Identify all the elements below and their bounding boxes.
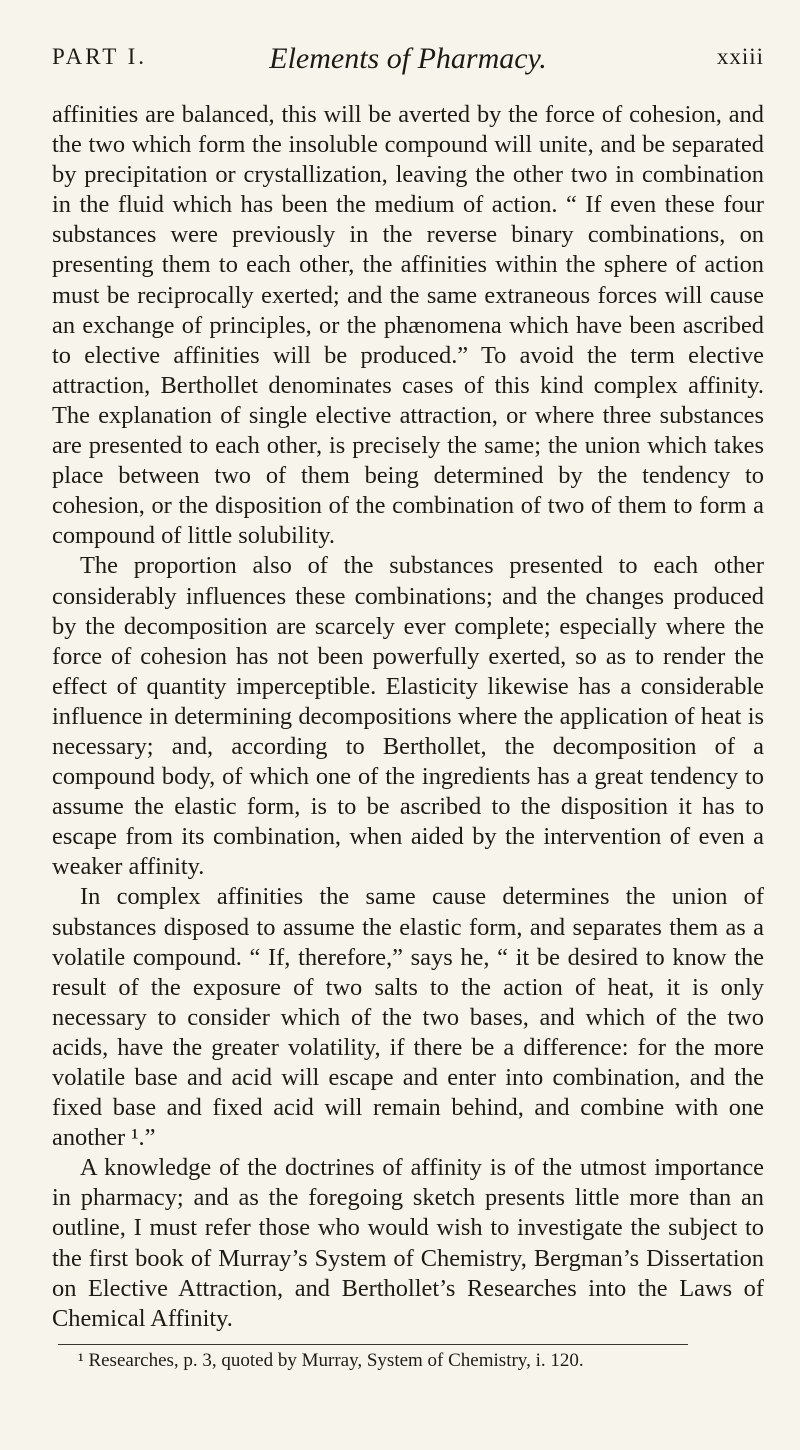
part-label: PART I.: [52, 44, 148, 69]
paragraph-4: A knowledge of the doctrines of affinity is of the utmost importance in pharmacy; and as the foregoing sketch presents little more than an outline, I must refer those who would wish to investigate the subject to the first book of Murray’s System of Chemistry, Bergman’s Dissertation on Elective Attraction, and Berthollet’s Researches into the Laws of Chemical Affinity.: [52, 1154, 764, 1332]
paragraph-3: In complex affinities the same cause determines the union of substances disposed to assume the elastic form, and separates them as a volatile compound. “ If, therefore,” says he, “ it be desired to know the result of the exposure of two salts to the action of heat, it is only necessary to consider which of the two bases, and which of the two acids, have the greater volatility, if there be a difference: for the more volatile base and acid will escape and enter into combination, and the fixed base and fixed acid will remain behind, and combine with one another ¹.”: [52, 883, 764, 1152]
page-number: xxiii: [716, 44, 764, 69]
body-text: [52, 100, 764, 1334]
paragraph-2: The proportion also of the substances presented to each other considerably influences these combinations; and the changes produced by the decomposition are scarcely ever complete; especially where the force of cohesion has not been powerfully exerted, so as to render the effect of quantity imperceptible. Elasticity likewise has a considerable influence in determining decompositions where the application of heat is necessary; and, according to Berthollet, the decomposition of a compound body, of which one of the ingredients has a great tendency to assume the elastic form, is to be ascribed to the disposition it has to escape from its combination, when aided by the intervention of even a weaker affinity.: [52, 552, 764, 881]
footnote-rule: [58, 1344, 688, 1345]
running-header: [52, 44, 764, 90]
running-title: Elements of Pharmacy.: [269, 42, 547, 75]
paragraph-1: affinities are balanced, this will be averted by the force of cohesion, and the two which form the insoluble compound will unite, and be separated by precipitation or crystallization, leaving the other two in combination in the fluid which has been the medium of action. “ If even these four substances were previously in the reverse binary combinations, on presenting them to each other, the affinities within the sphere of action must be reciprocally exerted; and the same extraneous forces will cause an exchange of principles, or the phænomena which have been ascribed to elective affinities will be produced.” To avoid the term elective attraction, Berthollet denominates cases of this kind complex affinity. The explanation of single elective attraction, or where three substances are presented to each other, is precisely the same; the union which takes place between two of them being determined by the tendency to cohesion, or the disposition of the combination of two of them to form a compound of little solubility.: [52, 101, 764, 550]
footnote: ¹ Researches, p. 3, quoted by Murray, System of Chemistry, i. 120.: [78, 1349, 584, 1371]
